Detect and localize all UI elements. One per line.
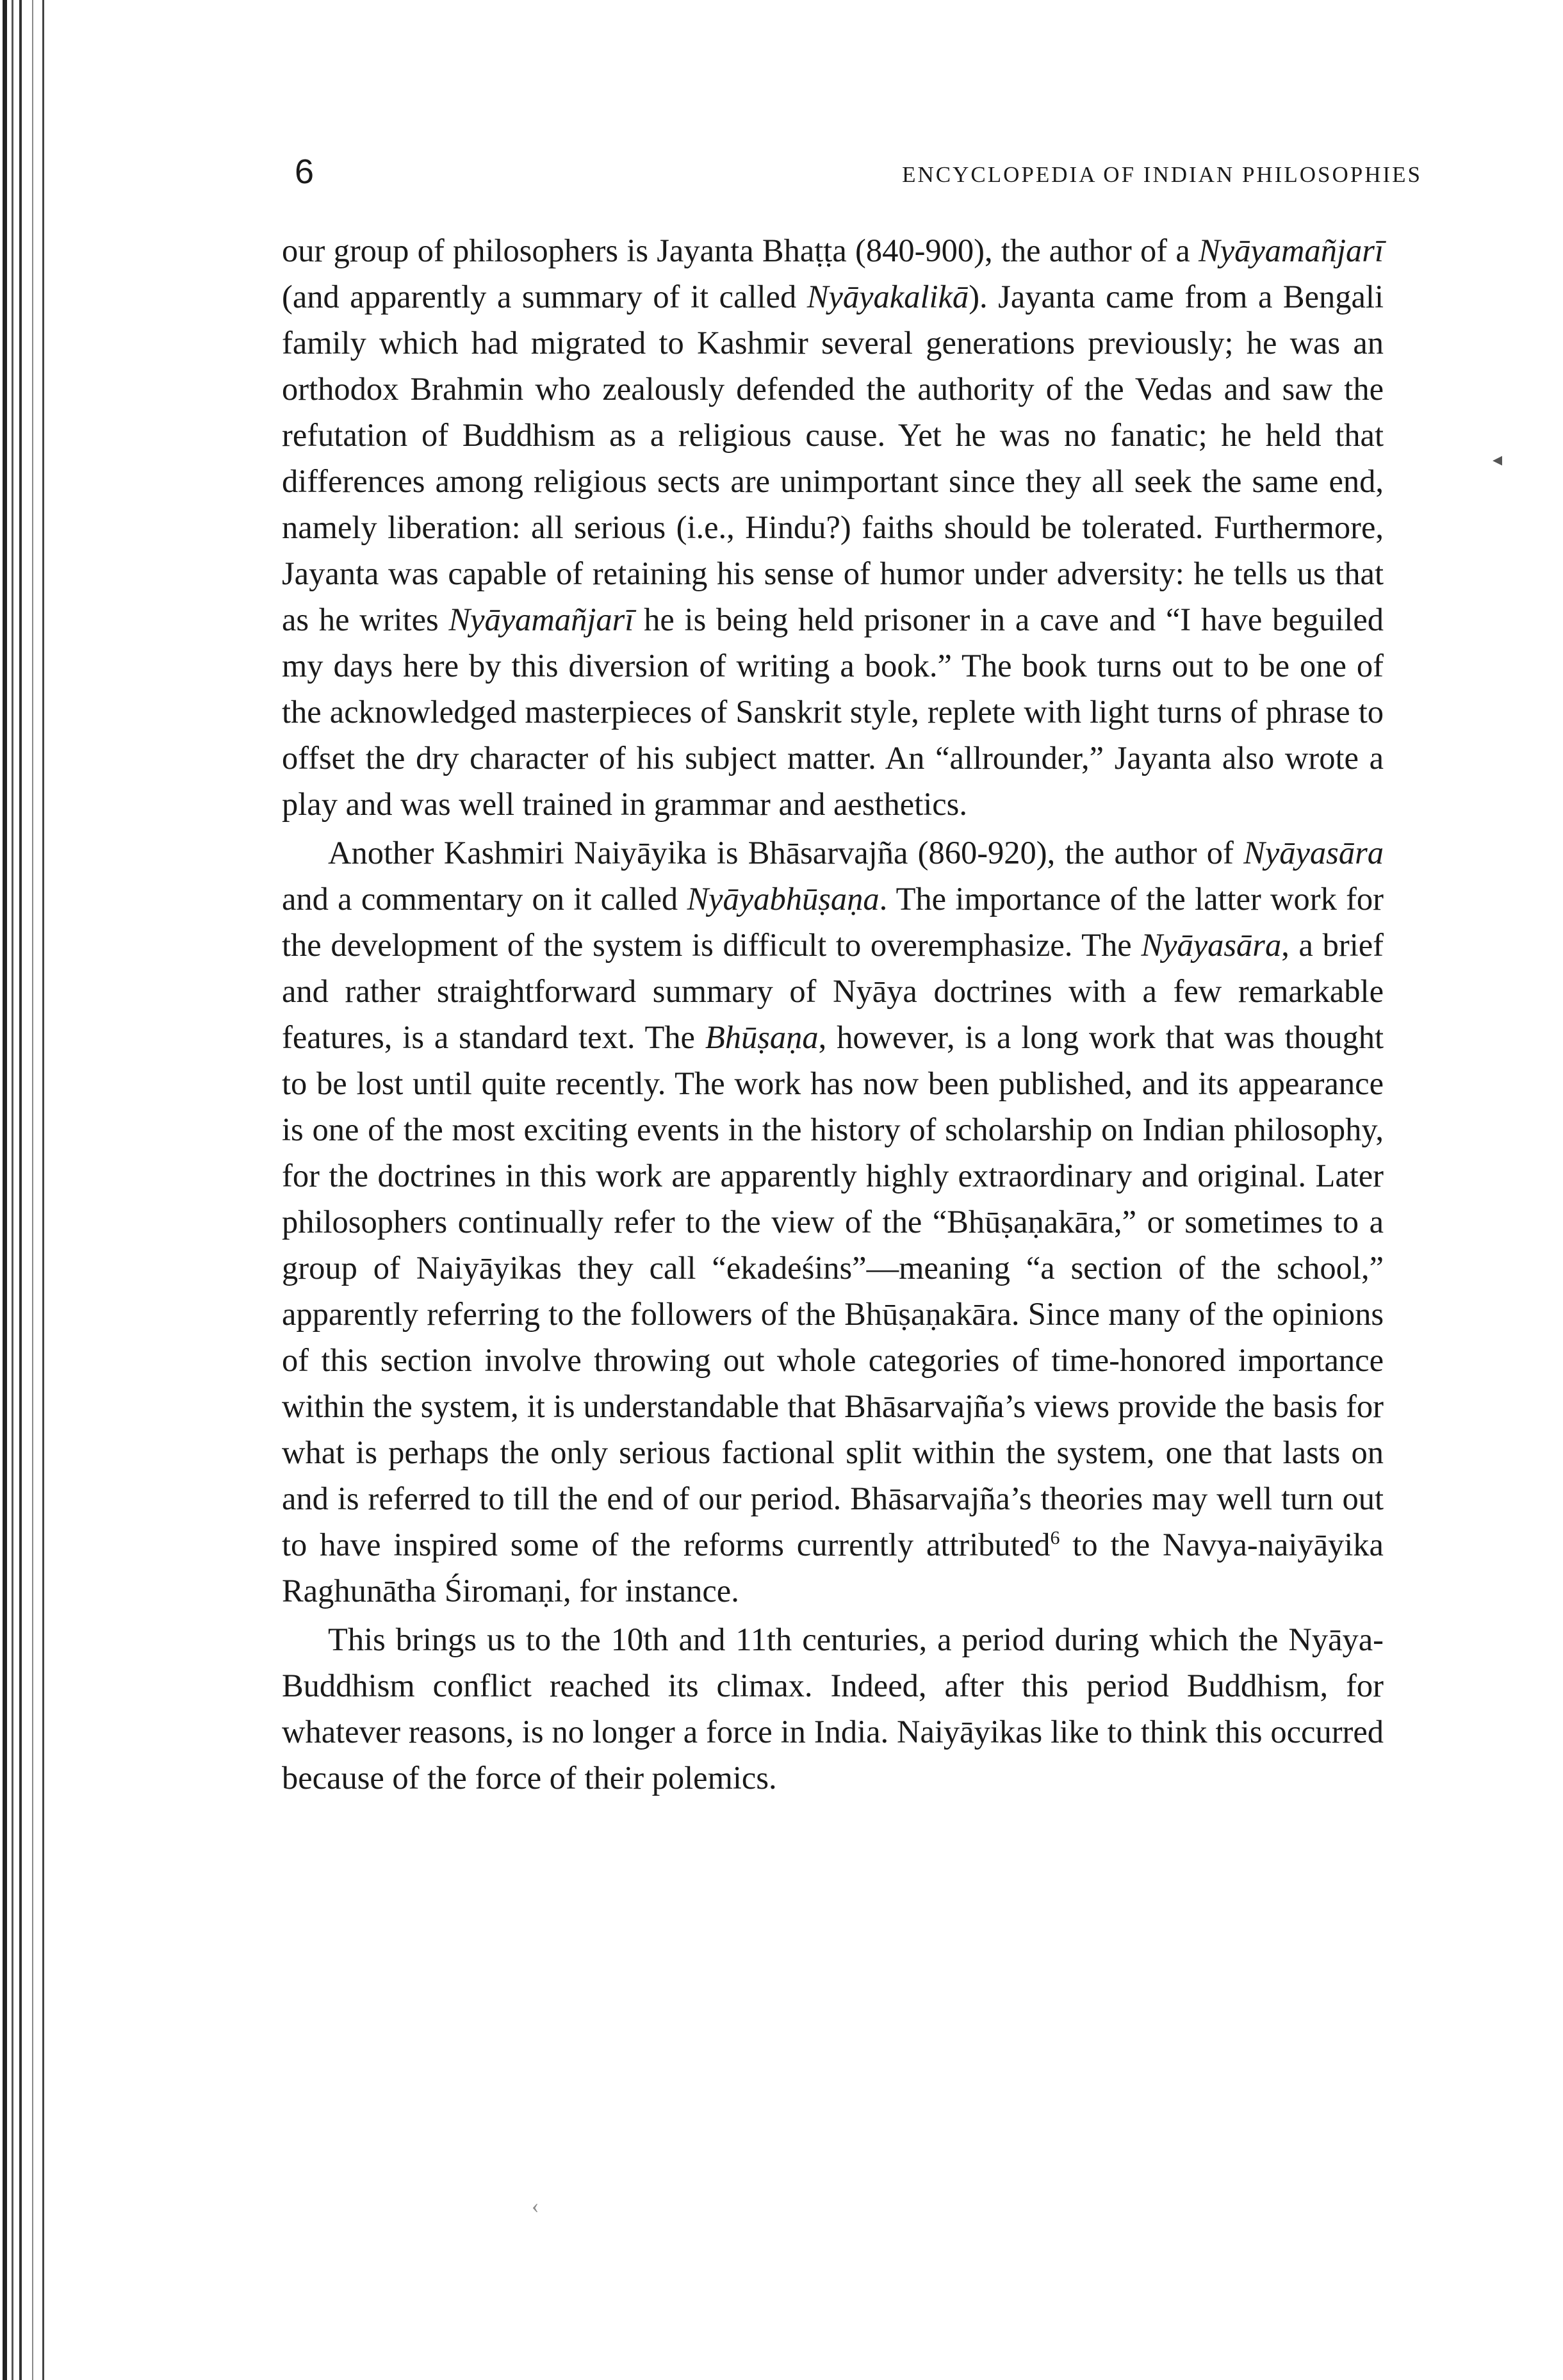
italic-title: Nyāyabhūṣaṇa <box>687 881 880 917</box>
text-run: , a brief and rather straightforward summary of Nyāya doctrines with a few remarkable features, is a standard text. The <box>282 927 1384 1055</box>
binding-edge <box>0 0 58 2380</box>
italic-title: Bhūṣaṇa <box>705 1019 819 1055</box>
footnote-ref: 6 <box>1050 1527 1060 1549</box>
binding-line <box>12 0 13 2380</box>
text-run: he is being held prisoner in a cave and “I have beguiled my days here by this diversion of writing a book.” The book turns out to be one of the acknowledged masterpieces of Sanskrit style, replete with light turns of phrase to offset the dry character of his subject matter. An “allrounder,” Jayanta also wrote a play and was well trained in grammar and aesthetics. <box>282 602 1384 822</box>
stray-mark: ‹ <box>532 2194 539 2218</box>
text-run: (and apparently a summary of it called <box>282 279 807 315</box>
text-run: Another Kashmiri Naiyāyika is Bhāsarvajña (860-920), the author of <box>328 835 1244 871</box>
body-text <box>282 227 1384 1801</box>
binding-line <box>19 0 22 2380</box>
paragraph <box>282 227 1384 827</box>
margin-mark: ◂ <box>1493 449 1503 470</box>
page-header <box>295 152 1422 204</box>
text-run: to the Navya-naiyāyika Raghunātha Śiromaṇi, for instance. <box>282 1527 1384 1609</box>
binding-line <box>42 0 44 2380</box>
italic-title: Nyāyakalikā <box>806 279 969 315</box>
text-run: our group of philosophers is Jayanta Bhaṭṭa (840-900), the author of a <box>282 233 1199 268</box>
text-run: and a commentary on it called <box>282 881 687 917</box>
text-run: ). Jayanta came from a Bengali family which had migrated to Kashmir several generations previously; he was an orthodox Brahmin who zealously defended the authority of the Vedas and saw the refutation of Buddhism as a religious cause. Yet he was no fanatic; he held that differences among religious sects are unimportant since they all seek the same end, namely liberation: all serious (i.e., Hindu?) faiths should be tolerated. Furthermore, Jayanta was capable of retaining his sense of humor under adversity: he tells us that as he writes <box>282 279 1384 637</box>
text-run: , however, is a long work that was thought to be lost until quite recently. The work has now been published, and its appearance is one of the most exciting events in the history of scholarship on Indian philosophy, for the doctrines in this work are apparently highly extraordinary and original. Later philosophers continually refer to the view of the “Bhūṣaṇakāra,” or sometimes to a group of Naiyāyikas they call “ekadeśins”—meaning “a section of the school,” apparently referring to the followers of the Bhūṣaṇakāra. Since many of the opinions of this section involve throwing out whole categories of time-honored importance within the system, it is understandable that Bhāsarvajña’s views provide the basis for what is perhaps the only serious factional split within the system, one that lasts on and is referred to till the end of our period. Bhāsarvajña’s theories may well turn out to have inspired some of the reforms currently attributed <box>282 1019 1384 1563</box>
italic-title: Nyāyasāra <box>1243 835 1384 871</box>
running-head: ENCYCLOPEDIA OF INDIAN PHILOSOPHIES <box>902 162 1422 187</box>
italic-title: Nyāyasāra <box>1141 927 1282 963</box>
italic-title: Nyāyamañjarī <box>1199 233 1384 268</box>
paragraph <box>282 830 1384 1614</box>
binding-line <box>32 0 33 2380</box>
binding-line <box>3 0 7 2380</box>
italic-title: Nyāyamañjarī <box>448 602 634 637</box>
text-run: . The importance of the latter work for the development of the system is difficult to overemphasize. The <box>282 881 1384 963</box>
page-number: 6 <box>295 152 315 191</box>
paragraph <box>282 1616 1384 1801</box>
text-run: This brings us to the 10th and 11th centuries, a period during which the Nyāya-Buddhism conflict reached its climax. Indeed, after this period Buddhism, for whatever reasons, is no longer a force in India. Naiyāyikas like to think this occurred because of the force of their polemics. <box>282 1621 1384 1796</box>
